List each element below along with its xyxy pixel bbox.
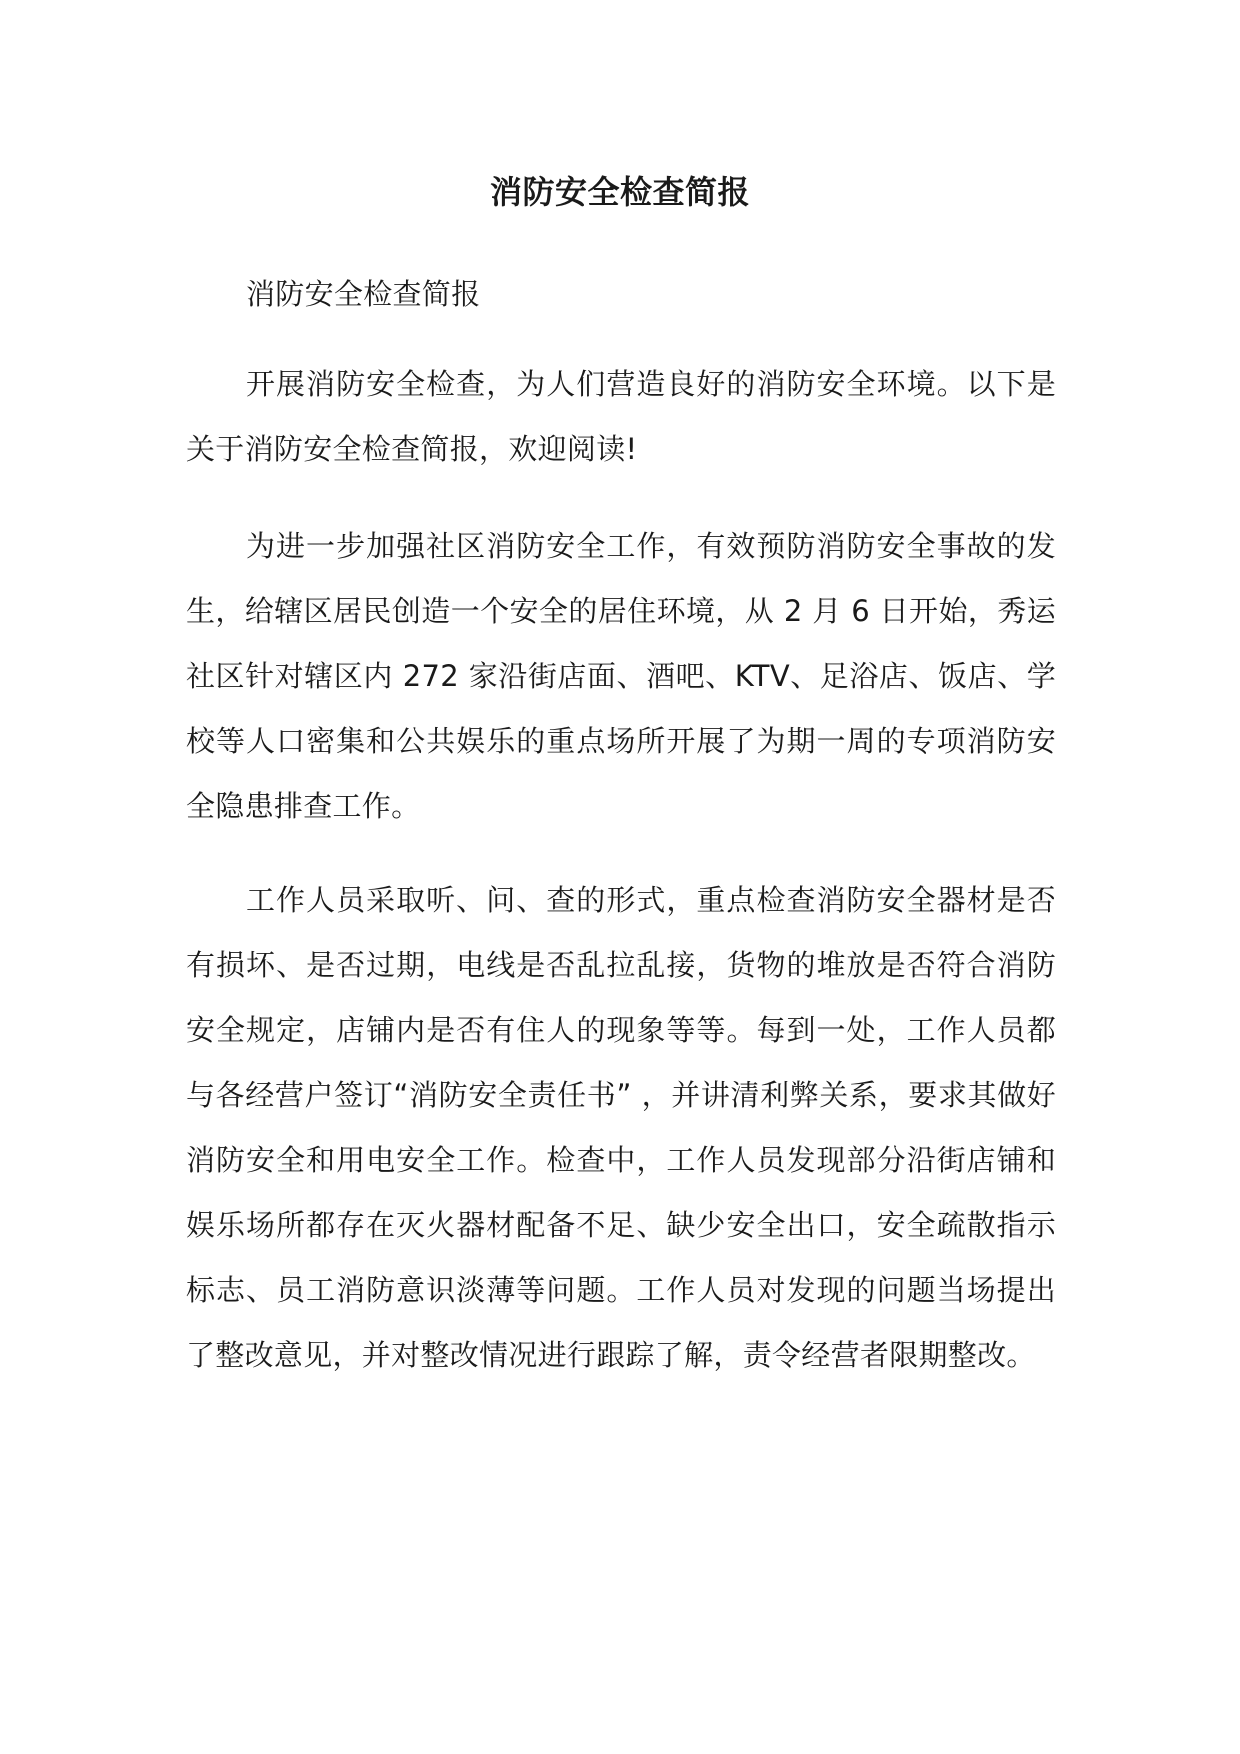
body-paragraph-2: 工作人员采取听、问、查的形式，重点检查消防安全器材是否有损坏、是否过期，电线是否乱拉乱接，货物的堆放是否符合消防安全规定，店铺内是否有住人的现象等等。每到一处，工作人员都与各经营户签订“消防安全责任书” ，并讲清利弊关系，要求其做好消防安全和用电安全工作。检查中，工作人员发现部分沿街店铺和娱乐场所都存在灭火器材配备不足、缺少安全出口，安全疏散指示标志、员工消防意识淡薄等问题。工作人员对发现的问题当场提出了整改意见，并对整改情况进行跟踪了解，责令经营者限期整改。 [186,883,1056,1372]
document-title: 消防安全检查简报 [489,173,750,211]
body-paragraph-1: 为进一步加强社区消防安全工作，有效预防消防安全事故的发生，给辖区居民创造一个安全的居住环境，从 2 月 6 日开始，秀运社区针对辖区内 272 家沿街店面、酒吧、KTV、足浴店、饭店、学校等人口密集和公共娱乐的重点场所开展了为期一周的专项消防安全隐患排查工作。 [186,529,1056,823]
document-subtitle: 消防安全检查简报 [246,277,481,311]
intro-paragraph: 开展消防安全检查，为人们营造良好的消防安全环境。以下是关于消防安全检查简报，欢迎阅读! [186,367,1056,466]
